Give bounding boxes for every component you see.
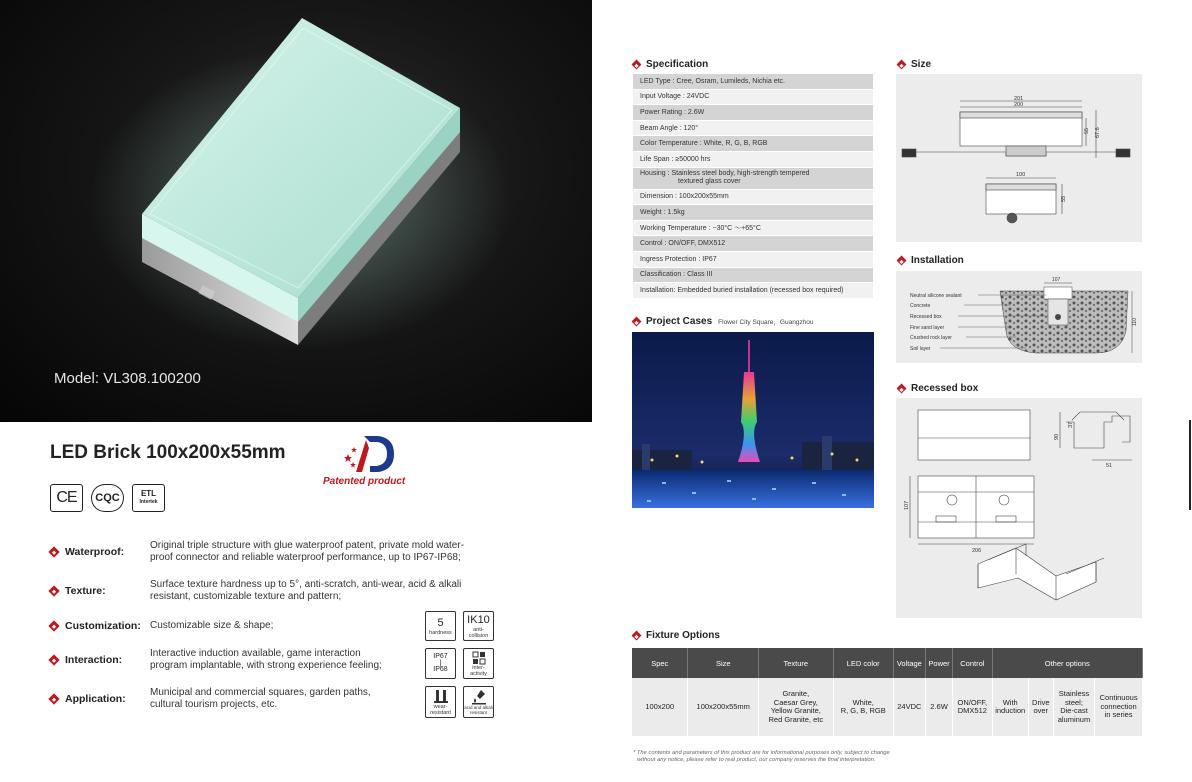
- interactivity-badge: inter-activity: [463, 648, 494, 679]
- grid-interaction-icon: [472, 651, 486, 665]
- section-title-specification: Specification: [633, 59, 708, 70]
- svg-text:Fine sand layer: Fine sand layer: [910, 325, 945, 331]
- spec-row: Life Span : ≥50000 hrs: [633, 152, 873, 168]
- installation-drawing: [896, 271, 1142, 363]
- spec-row: Installation: Embedded buried installation (recessed box required): [633, 283, 873, 299]
- spec-row: Color Temperature : White, R, G, B, RGB: [633, 136, 873, 152]
- spec-row: Input Voltage : 24VDC: [633, 90, 873, 106]
- page-edge-line: [1189, 420, 1191, 510]
- acid-alkali-badge: acid and alkali resistant: [463, 686, 494, 718]
- recessed-box-drawing: [896, 398, 1142, 618]
- spec-row: Classification : Class III: [633, 268, 873, 284]
- red-diamond-icon: [48, 620, 59, 631]
- table-header-row: [632, 648, 1143, 678]
- spec-row: LED Type : Cree, Osram, Lumileds, Nichia etc.: [633, 74, 873, 90]
- certification-marks: [50, 484, 165, 512]
- product-hero-image: [0, 0, 592, 422]
- spec-row: Working Temperature : −30°C ～+65°C: [633, 221, 873, 237]
- feature-waterproof: Waterproof: Original triple structure with glue waterproof patent, private mold water- proof connector and reliable waterproof performance, up to IP67-IP68;: [50, 540, 464, 564]
- spec-row: Power Rating : 2.6W: [633, 105, 873, 121]
- col-control: Control: [953, 648, 992, 678]
- svg-text:100: 100: [1016, 172, 1026, 178]
- red-diamond-icon: [632, 631, 642, 641]
- patent-logo-icon: [342, 432, 398, 476]
- recessed-box-technical-drawing: [896, 398, 1142, 618]
- ik10-badge: IK10 anti-collision: [463, 611, 494, 641]
- red-diamond-icon: [897, 384, 907, 394]
- svg-text:55: 55: [1061, 195, 1067, 202]
- spec-row: Ingress Protection : IP67: [633, 252, 873, 268]
- section-title-installation: Installation: [898, 255, 964, 266]
- ce-mark-icon: CE: [50, 484, 83, 512]
- svg-text:107: 107: [904, 500, 910, 510]
- svg-text:Recessed box: Recessed box: [910, 314, 942, 320]
- led-brick-render: [0, 0, 592, 422]
- size-dimension-drawing: [896, 74, 1142, 242]
- spec-row: Dimension : 100x200x55mm: [633, 190, 873, 206]
- fixture-options-table: [632, 648, 1143, 736]
- svg-text:51: 51: [1106, 463, 1113, 469]
- installation-section-drawing: [896, 271, 1142, 363]
- model-number: Model: VL308.100200: [54, 370, 201, 387]
- size-drawing: [896, 74, 1142, 242]
- disclaimer-note: * The contents and parameters of this product are for informational purposes only, subject to change without any notice, please refer to real product, our company reserves the final interpretation.: [633, 750, 890, 763]
- feature-interaction: Interaction: Interactive induction available, game interaction program implantable, with strong experience feeling;: [50, 648, 382, 672]
- wear-icon: [433, 688, 449, 704]
- feature-application: Application: Municipal and commercial squares, garden paths, cultural tourism projects, etc.: [50, 687, 371, 711]
- col-voltage: Voltage: [893, 648, 925, 678]
- svg-text:110: 110: [1132, 318, 1138, 326]
- svg-text:201: 201: [1014, 96, 1024, 102]
- svg-text:107: 107: [1052, 277, 1061, 283]
- project-case-photo: [632, 332, 874, 508]
- section-title-fixture-options: Fixture Options: [633, 630, 720, 641]
- col-size: Size: [688, 648, 759, 678]
- specification-table: [633, 74, 873, 299]
- patented-label: Patented product: [323, 476, 406, 487]
- svg-text:55: 55: [1084, 127, 1090, 134]
- red-diamond-icon: [897, 60, 907, 70]
- svg-text:Concrete: Concrete: [910, 303, 931, 309]
- red-diamond-icon: [48, 654, 59, 665]
- spec-row: Control : ON/OFF, DMX512: [633, 236, 873, 252]
- svg-text:200: 200: [1014, 102, 1024, 108]
- feature-texture: Texture: Surface texture hardness up to 5°, anti-scratch, anti-wear, acid & alkali resistant, customizable texture and pattern;: [50, 579, 461, 603]
- red-diamond-icon: [48, 546, 59, 557]
- left-page: [0, 0, 592, 782]
- product-title: LED Brick 100x200x55mm: [50, 442, 286, 463]
- col-texture: Texture: [758, 648, 833, 678]
- svg-text:Crushed rock layer: Crushed rock layer: [910, 335, 952, 341]
- red-diamond-icon: [632, 317, 642, 327]
- red-diamond-icon: [632, 60, 642, 70]
- red-diamond-icon: [48, 693, 59, 704]
- red-diamond-icon: [48, 585, 59, 596]
- table-row: 100x200 100x200x55mm Granite, Caesar Grey, Yellow Granite, Red Granite, etc White, R, G, B, RGB 24VDC 2.6W ON/OFF, DMX512 With induction Drive over Stainless steel; Die-cast aluminum Continuous connection in series: [632, 678, 1143, 736]
- section-title-size: Size: [898, 59, 931, 70]
- feature-customization: Customization: Customizable size & shape;: [50, 620, 273, 632]
- svg-text:37: 37: [1068, 421, 1074, 428]
- col-led-color: LED color: [833, 648, 893, 678]
- svg-text:67.6: 67.6: [1095, 127, 1101, 138]
- col-spec: Spec: [632, 648, 688, 678]
- svg-text:Soil layer: Soil layer: [910, 346, 931, 352]
- col-other-options: Other options: [992, 648, 1142, 678]
- red-diamond-icon: [897, 256, 907, 266]
- ip-rating-badge: IP67 | IP68: [425, 648, 456, 679]
- section-title-recessed-box: Recessed box: [898, 383, 978, 394]
- spec-row: Housing : Stainless steel body, high-strength tempered textured glass cover: [633, 168, 873, 190]
- canton-tower-night-scene: [632, 332, 874, 508]
- acid-drop-icon: [471, 689, 487, 705]
- spec-row: Weight : 1.5kg: [633, 205, 873, 221]
- section-title-project-cases: Project Cases Flower City Square，Guangzhou: [633, 316, 814, 327]
- etl-mark-icon: ETL Intertek: [132, 484, 165, 512]
- hardness-badge: 5 hardness: [425, 611, 456, 641]
- svg-text:Neutral silicone sealant: Neutral silicone sealant: [910, 293, 962, 299]
- cqc-mark-icon: CQC: [91, 484, 124, 512]
- svg-text:206: 206: [972, 548, 982, 554]
- svg-text:90: 90: [1054, 433, 1060, 440]
- spec-row: Beam Angle : 120°: [633, 121, 873, 137]
- col-power: Power: [925, 648, 952, 678]
- wear-resistant-badge: wear-resistant: [425, 686, 456, 718]
